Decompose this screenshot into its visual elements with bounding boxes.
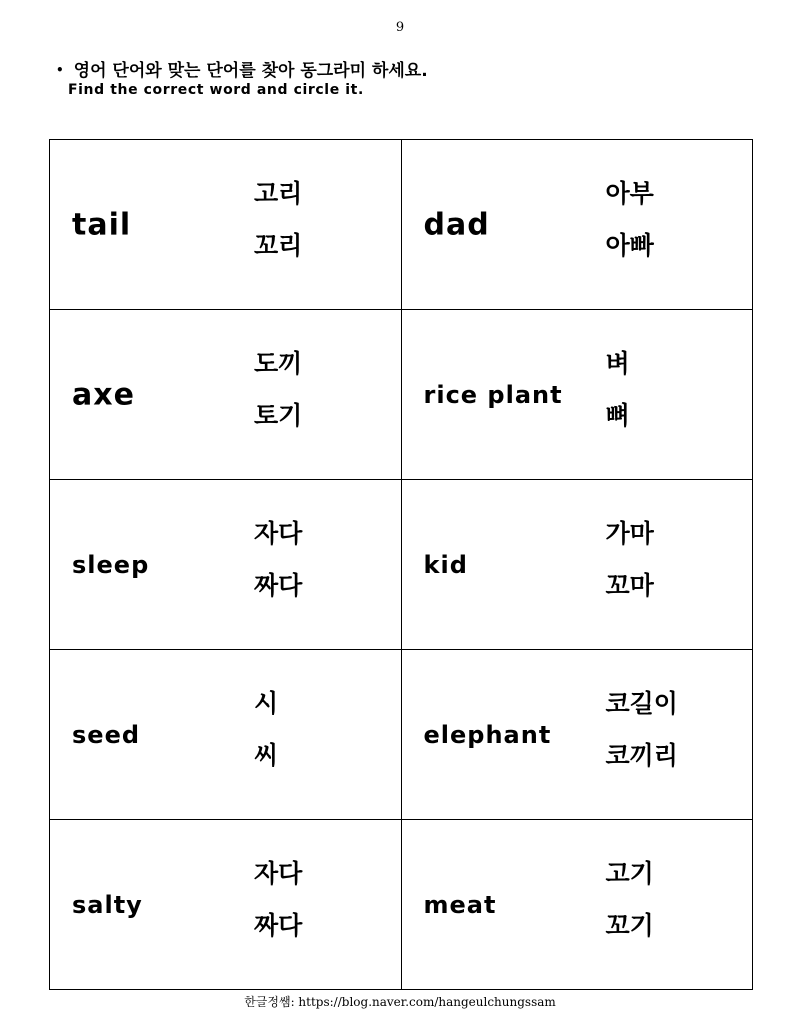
korean-option[interactable]: 자다 [254, 859, 303, 888]
korean-option[interactable]: 자다 [254, 519, 303, 548]
table-row [50, 140, 753, 310]
bullet-icon: • [56, 63, 64, 77]
korean-option[interactable]: 고기 [605, 859, 654, 888]
english-word: elephant [423, 720, 552, 749]
exercise-cell [401, 310, 753, 480]
korean-option[interactable]: 코끼리 [605, 741, 678, 770]
english-word: meat [423, 890, 497, 919]
exercise-cell [401, 820, 753, 990]
instruction-korean [56, 56, 428, 81]
korean-option[interactable]: 꼬리 [254, 231, 303, 260]
korean-option[interactable]: 짜다 [254, 571, 303, 600]
korean-option[interactable]: 뼈 [605, 401, 630, 430]
korean-option[interactable]: 토기 [254, 401, 303, 430]
english-word: kid [423, 550, 468, 579]
korean-option[interactable]: 코길이 [605, 689, 678, 718]
english-word: tail [72, 207, 132, 242]
instruction-korean-text: 영어 단어와 맞는 단어를 찾아 동그라미 하세요. [73, 61, 428, 81]
english-word: sleep [72, 550, 150, 579]
korean-option[interactable]: 꼬마 [605, 571, 654, 600]
table-row [50, 310, 753, 480]
instruction-english: Find the correct word and circle it. [68, 82, 364, 98]
korean-option[interactable]: 씨 [254, 741, 279, 770]
korean-option[interactable]: 아빠 [605, 231, 654, 260]
english-word: salty [72, 890, 143, 919]
english-word: rice plant [423, 380, 563, 409]
english-word: dad [423, 207, 490, 242]
korean-option[interactable]: 짜다 [254, 911, 303, 940]
footer-credit: 한글정쌤: https://blog.naver.com/hangeulchungssam [244, 995, 556, 1009]
korean-option[interactable]: 꼬기 [605, 911, 654, 940]
english-word: axe [72, 377, 135, 412]
exercise-cell [401, 480, 753, 650]
table-row [50, 650, 753, 820]
exercise-cell [401, 650, 753, 820]
korean-option[interactable]: 도끼 [254, 349, 303, 378]
korean-option[interactable]: 벼 [605, 349, 630, 378]
english-word: seed [72, 720, 141, 749]
korean-option[interactable]: 고리 [254, 179, 303, 208]
table-row [50, 820, 753, 990]
exercise-cell [401, 140, 753, 310]
exercise-cell [50, 480, 402, 650]
korean-option[interactable]: 가마 [605, 519, 654, 548]
exercise-cell [50, 310, 402, 480]
table-row [50, 480, 753, 650]
exercise-table [49, 139, 753, 990]
korean-option[interactable]: 시 [254, 689, 279, 718]
exercise-cell [50, 650, 402, 820]
exercise-cell [50, 820, 402, 990]
page-number: 9 [395, 20, 405, 35]
korean-option[interactable]: 아부 [605, 179, 654, 208]
exercise-cell [50, 140, 402, 310]
